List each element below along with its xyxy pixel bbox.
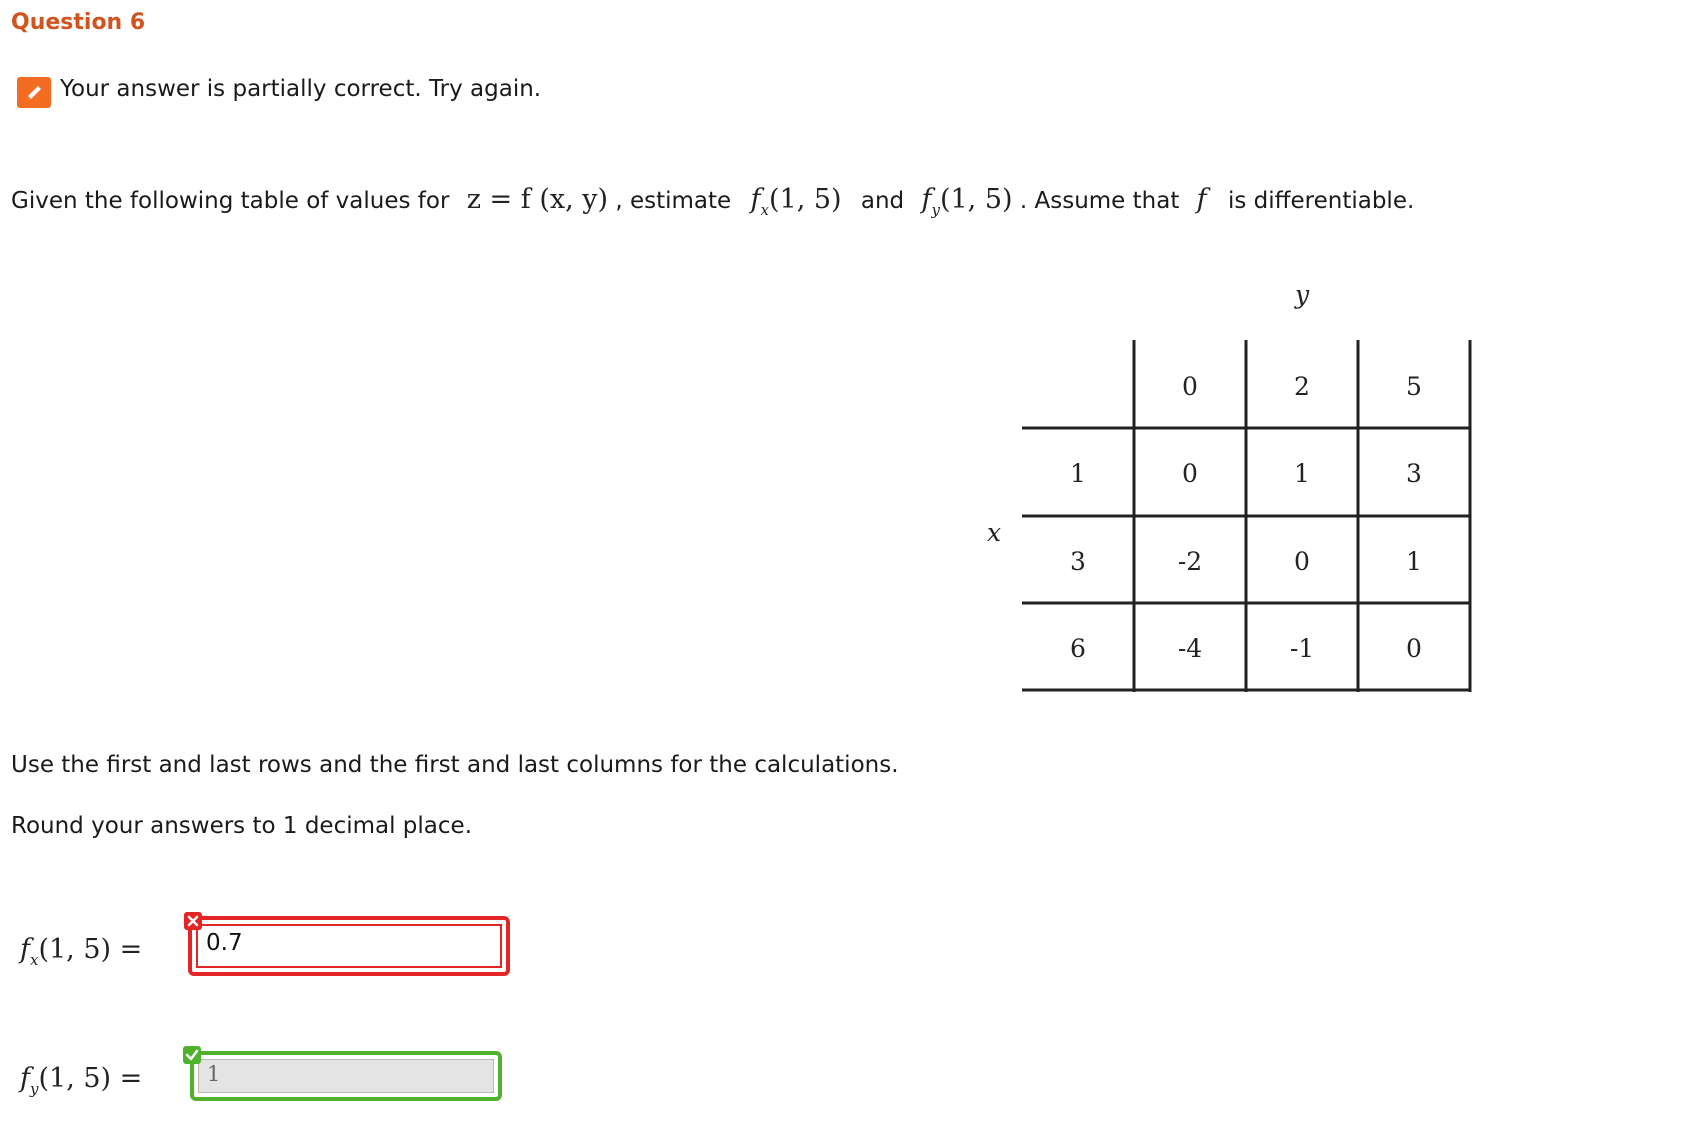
table-cell: 1	[1406, 547, 1422, 576]
values-table	[986, 280, 1500, 704]
y-header-cell: 5	[1406, 372, 1422, 401]
fy-term: $f_y(1$, 5)	[921, 184, 1013, 219]
table-cell: 0	[1182, 459, 1198, 488]
fx-term: $f_x(1$, 5)	[750, 184, 842, 219]
instruction-rounding: Round your answers to 1 decimal place.	[11, 813, 472, 839]
table-cell: 0	[1406, 634, 1422, 663]
y-header-cell: 2	[1294, 372, 1310, 401]
problem-lead: Given the following table of values for	[11, 188, 450, 214]
fx-answer-input[interactable]	[188, 916, 510, 976]
correct-check-icon	[183, 1046, 201, 1064]
pencil-icon	[17, 77, 51, 108]
x-header-cell: 6	[1070, 634, 1086, 663]
table-cell: -4	[1177, 634, 1203, 663]
problem-mid: , estimate	[615, 188, 732, 214]
x-header-cell: 3	[1070, 547, 1086, 576]
table-cell: -2	[1177, 547, 1203, 576]
problem-assume: . Assume that	[1019, 188, 1180, 214]
function-expression: z = f (x, y)	[466, 184, 609, 215]
f-symbol: f	[1196, 184, 1207, 215]
problem-statement	[11, 184, 1415, 219]
fy-answer-label: fy(1, 5) =	[20, 1063, 143, 1098]
fx-answer-value[interactable]: 0.7	[196, 924, 502, 968]
table-cell: 3	[1406, 459, 1422, 488]
table-cell: 0	[1294, 547, 1310, 576]
problem-tail: is differentiable.	[1227, 188, 1415, 214]
fy-answer-value[interactable]: 1	[198, 1059, 494, 1093]
fy-answer-input[interactable]	[190, 1051, 502, 1101]
table-cell: 1	[1294, 459, 1310, 488]
y-axis-label: y	[1294, 280, 1310, 309]
incorrect-icon	[184, 912, 202, 930]
table-cell: -1	[1289, 634, 1315, 663]
instruction-rows-columns: Use the first and last rows and the first and last columns for the calculations.	[11, 752, 899, 778]
problem-and: and	[860, 188, 905, 214]
x-axis-label: x	[986, 518, 1002, 547]
x-header-cell: 1	[1070, 459, 1086, 488]
y-header-cell: 0	[1182, 372, 1198, 401]
fx-answer-label: fx(1, 5) =	[20, 934, 143, 969]
status-message: Your answer is partially correct. Try again.	[60, 76, 542, 102]
question-title: Question 6	[11, 10, 146, 35]
